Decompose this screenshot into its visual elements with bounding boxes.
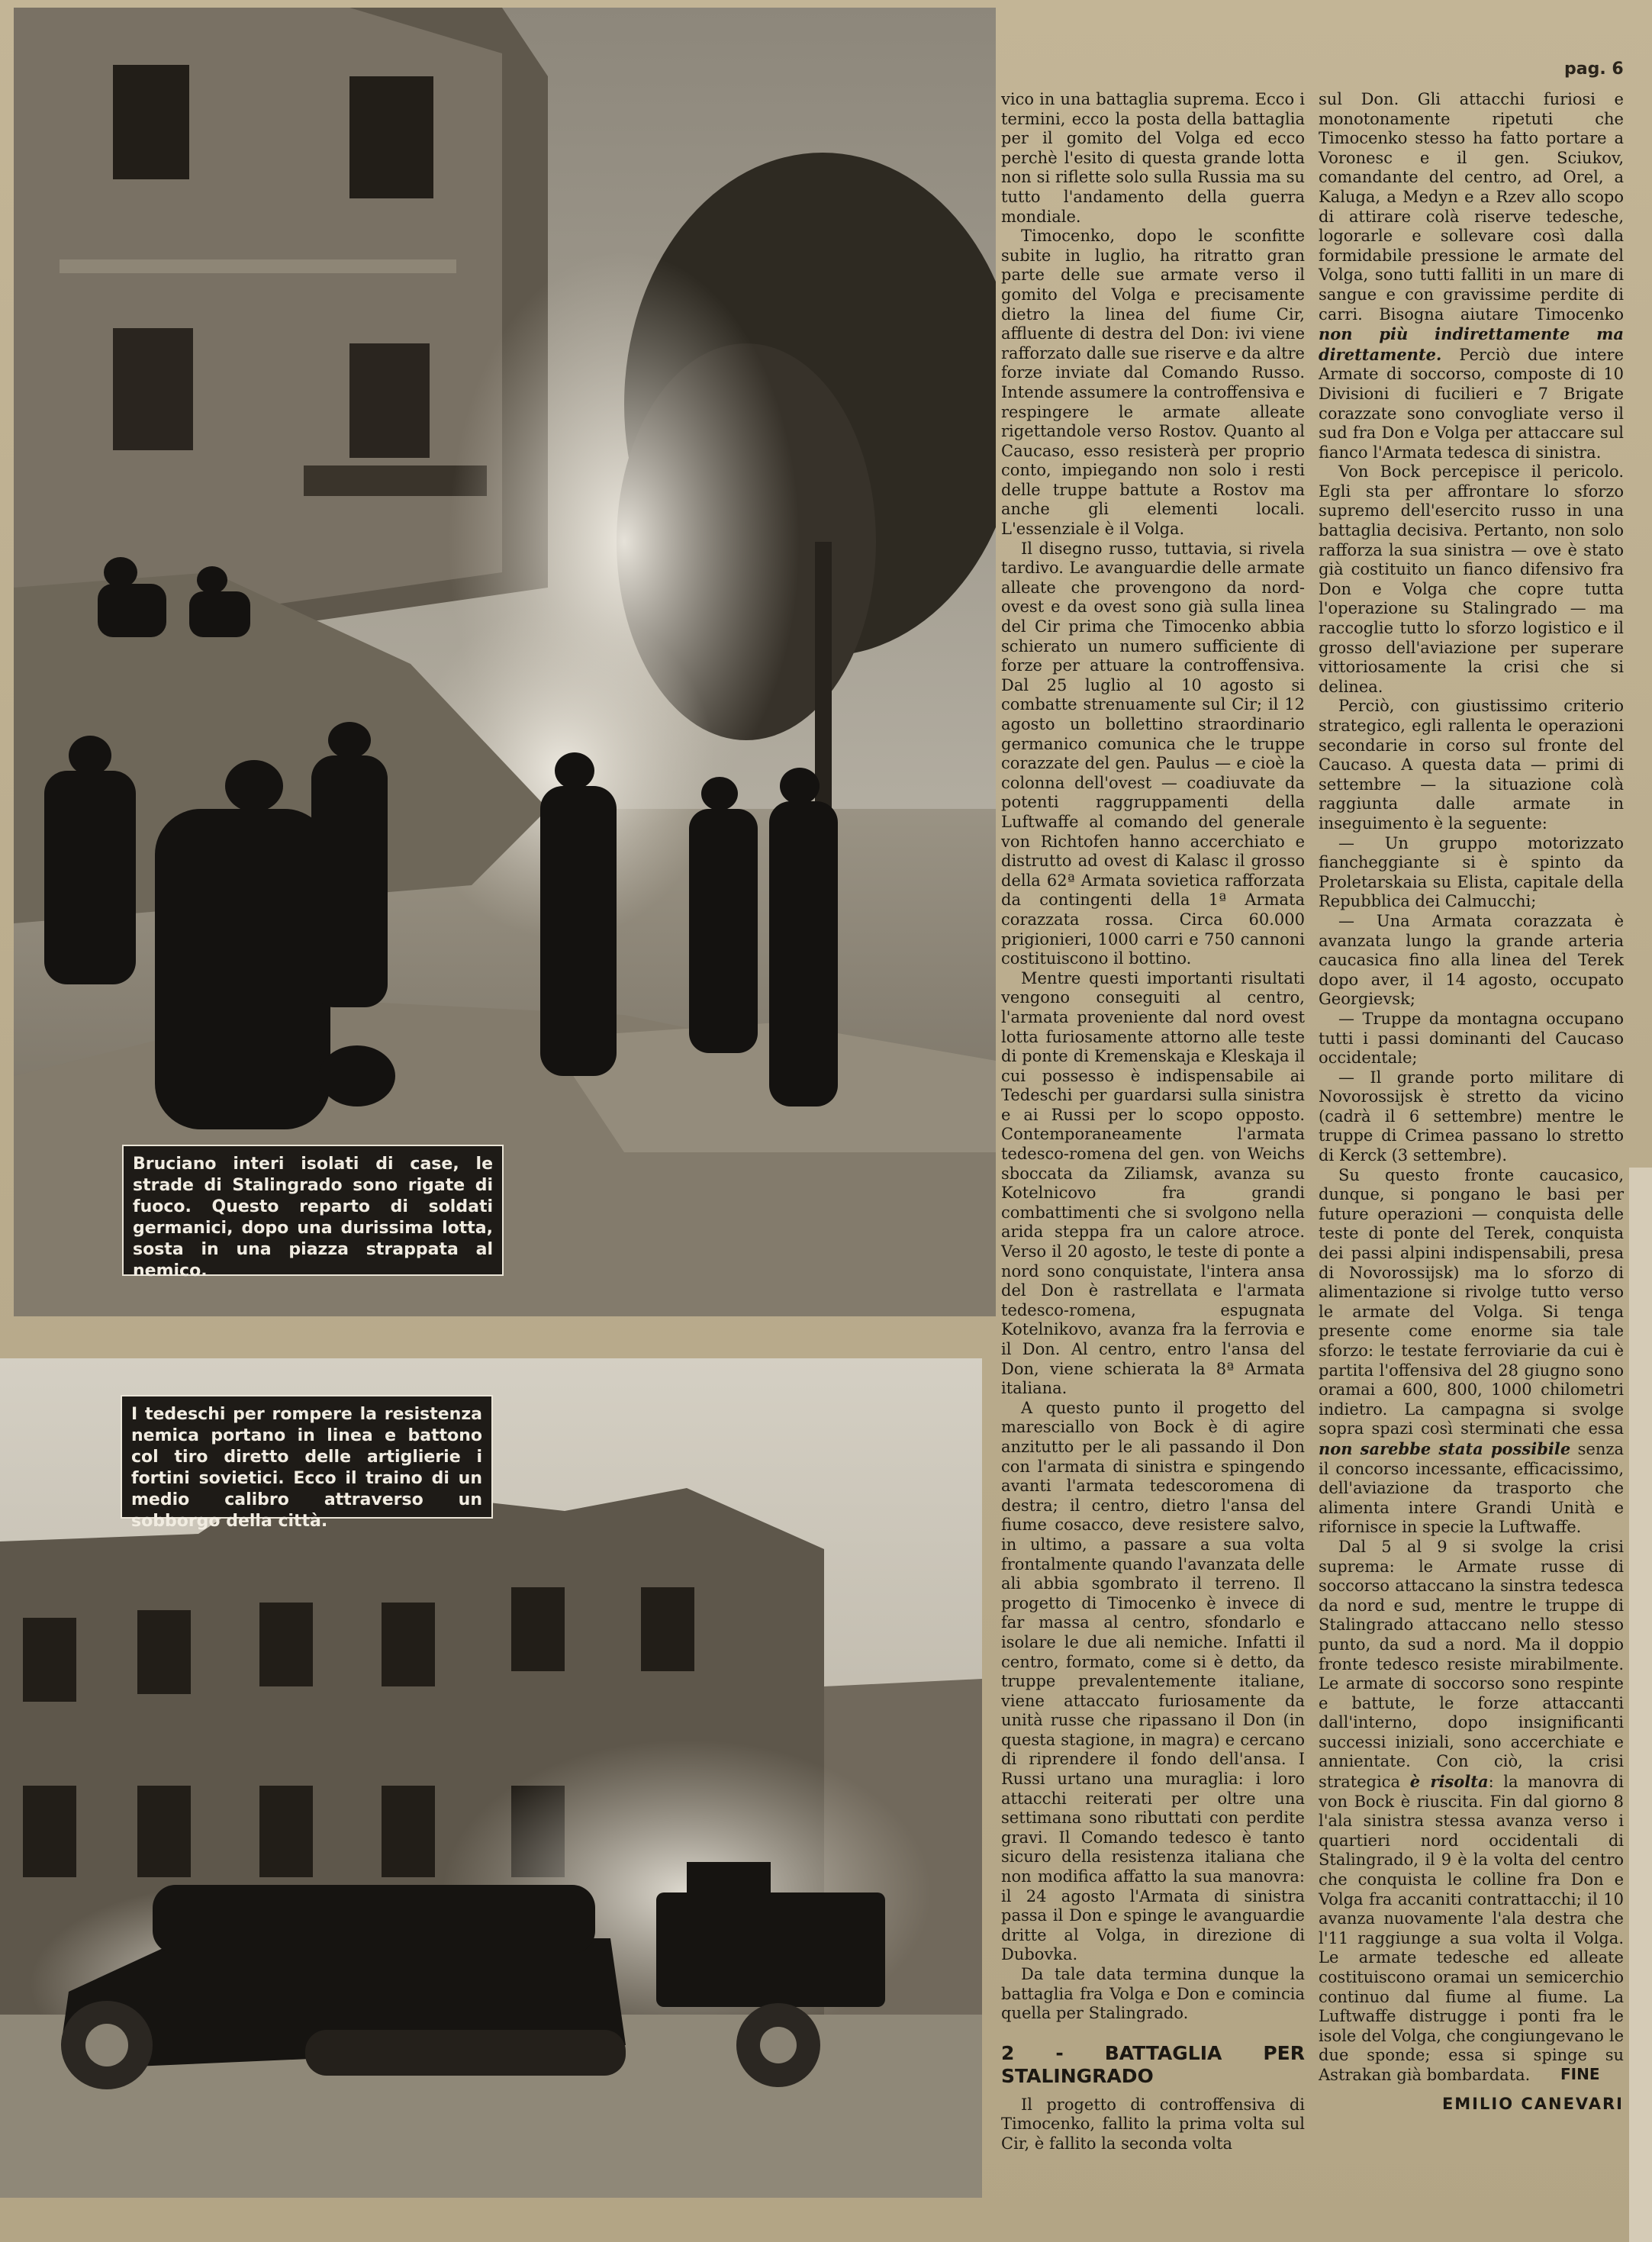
article-paragraph: Mentre questi importanti risultati vengono conseguiti al centro, l'armata proveniente dal nord ovest lotta furiosamente attorno alle teste di ponte di Kremenskaja e Kleskaja il cui possesso è indispensabile ai Tedeschi per guardarsi sulla sinistra e ai Russi per lo scopo opposto. Contemporaneamente l'armata tedesco-romena del gen. von Weichs sboccata da Ziliamsk, avanza su Kotelnicovo fra grandi combattimenti che si svolgono nella arida steppa fra un calore atroce. Verso il 20 agosto, le teste di ponte a nord sono conquistate, l'intera ansa del Don è rastrellata e l'armata tedesco-romena, espugnata Kotelnikovo, avanza fra la ferrovia e il Don. Al centro, entro l'ansa del Don, viene schierata la 8ª Armata italiana. bbox=[1001, 968, 1305, 1398]
article-paragraph: vico in una battaglia suprema. Ecco i termini, ecco la posta della battaglia per il gomito del Volga ed ecco perchè l'esito di questa grande lotta non si riflette solo sulla Russia ma su tutto l'andamento della guerra mondiale. bbox=[1001, 90, 1305, 226]
article-text: Perciò due intere Armate di soccorso, composte di 10 Divisioni di fucilieri e 7 Brigate corazzate sono convogliate verso il sud fra Don e Volga per attaccare sul fianco l'Armata tedesca di sinistra. bbox=[1319, 345, 1624, 462]
article-paragraph: Il disegno russo, tuttavia, si rivela tardivo. Le avanguardie delle armate alleate che provengono da nord-ovest e da ovest sono già sulla linea del Cir prima che Timocenko abbia schierato un numero sufficiente di forze per attuare la controffensiva. Dal 25 luglio al 10 agosto si combatte strenuamente sul Cir; il 12 agosto un bollettino straordinario germanico comunica che le truppe corazzate del gen. Paulus — e cioè la colonna dell'ovest — coadiuvate da potenti raggruppamenti della Luftwaffe al comando del generale von Richtofen hanno accerchiato e distrutto ad ovest di Kalasc il grosso della 62ª Armata sovietica rafforzata da contingenti della 1ª Armata corazzata rossa. Circa 60.000 prigionieri, 1000 carri e 750 cannoni costituiscono il bottino. bbox=[1001, 539, 1305, 968]
article-emphasis: è risolta bbox=[1409, 1772, 1489, 1792]
article-paragraph bbox=[1319, 90, 1624, 462]
photo-caption-1: Bruciano interi isolati di case, le strade di Stalingrado sono rigate di fuoco. Questo reparto di soldati germanici, dopo una durissima lotta, sosta in una piazza strappata al nemico. bbox=[122, 1145, 504, 1276]
article-paragraph: — Una Armata corazzata è avanzata lungo la grande arteria caucasica fino alla linea del Terek dopo aver, il 14 agosto, occupato Georgievsk; bbox=[1319, 911, 1624, 1009]
article-text: Su questo fronte caucasico, dunque, si pongano le basi per future operazioni — conquista delle teste di ponte del Terek, conquista dei passi alpini indispensabili, presa di Novorossijsk) ma lo sforzo di alimentazione si rivolge tutto verso le armate del Volga. Si tenga presente come enorme sia tale sforzo: le testate ferroviarie da cui è partita l'offensiva del 28 giugno sono oramai a 600, 800, 1000 chilometri indietro. La campagna si svolge sopra spazi così sterminati che essa bbox=[1319, 1165, 1624, 1438]
article-paragraph: Il progetto di controffensiva di Timocenko, fallito la prima volta sul Cir, è fallito la seconda volta bbox=[1001, 2095, 1305, 2153]
article-paragraph: Perciò, con giustissimo criterio strategico, egli rallenta le operazioni secondarie in corso sul fronte del Caucaso. A questa data — primi di settembre — la situazione colà raggiunta dalle armate in inseguimento è la seguente: bbox=[1319, 697, 1624, 833]
article-paragraph: — Un gruppo motorizzato fiancheggiante si è spinto da Proletarskaia su Elista, capitale della Repubblica dei Calmucchi; bbox=[1319, 833, 1624, 911]
end-mark: FINE bbox=[1560, 2065, 1600, 2083]
article-text: senza il concorso incessante, efficacissimo, dell'aviazione da trasporto che alimenta intere Grandi Unità e rifornisce in specie la Luftwaffe. bbox=[1319, 1439, 1624, 1537]
article-paragraph: Da tale data termina dunque la battaglia fra Volga e Don e comincia quella per Stalingrado. bbox=[1001, 1965, 1305, 2023]
photo-caption-2: I tedeschi per rompere la resistenza nemica portano in linea e battono col tiro diretto delle artiglierie i fortini sovietici. Ecco il traino di un medio calibro attraverso un sobborgo della città. bbox=[121, 1395, 493, 1519]
article-text: Dal 5 al 9 si svolge la crisi suprema: le Armate russe di soccorso attaccano la sinstra tedesca da nord e sud, mentre le truppe di Stalingrado attaccano nello stesso punto, da sud a nord. Ma il doppio fronte tedesco resiste mirabilmente. Le armate di soccorso sono respinte e battute, le forze attaccanti dall'interno, dopo insignificanti successi iniziali, sono accerchiate e annientate. Con ciò, la crisi strategica bbox=[1319, 1537, 1624, 1792]
article-text: sul Don. Gli attacchi furiosi e monotonamente ripetuti che Timocenko stesso ha fatto portare a Voronesc e il gen. Sciukov, comandante del centro, ad Orel, a Kaluga, a Medyn e a Rzev allo scopo di attirare colà riserve tedesche, logorarle e sollevare così dalla formidabile pressione le armate del Volga, sono tutti falliti in un mare di sangue e con gravissime perdite di carri. Bisogna aiutare Timocenko bbox=[1319, 90, 1624, 324]
page-edge-strip bbox=[1629, 1168, 1652, 2242]
author-signature: EMILIO CANEVARI bbox=[1441, 2094, 1624, 2113]
article-text: : la manovra di von Bock è riuscita. Fin dal giorno 8 l'ala sinistra stessa avanza verso i quartieri nord occidentali di Stalingrado, il 9 è la volta del centro che conquista le colline fra Don e Volga fra accaniti contrattacchi; il 10 avanza nuovamente l'ala destra che l'11 raggiunge a sua volta il Volga. Le armate tedesche ed alleate costituiscono oramai un semicerchio continuo dal fiume al fiume. La Luftwaffe distrugge i ponti fra le isole del Volga, che congiungevano le due sponde; essa si spinge su Astrakan già bombardata. bbox=[1319, 1773, 1624, 2084]
article-paragraph: — Il grande porto militare di Novorossijsk è stretto da vicino (cadrà il 6 settembre) mentre le truppe di Crimea passano lo stretto di Kerck (3 settembre). bbox=[1319, 1068, 1624, 1165]
article-emphasis: non più indirettamente ma direttamente. bbox=[1319, 324, 1624, 364]
article-paragraph bbox=[1319, 1166, 1624, 1538]
article-column-2 bbox=[1319, 90, 1624, 2114]
article-paragraph: Von Bock percepisce il pericolo. Egli sta per affrontare lo sforzo supremo dell'esercito russo in una battaglia decisiva. Pertanto, non solo rafforza la sua sinistra — ove è stato già costituito un fianco difensivo fra Don e Volga che copre tutta l'operazione su Stalingrado — ma raccoglie tutto lo sforzo logistico e il grosso dell'aviazione per superare vittoriosamente la crisi che si delinea. bbox=[1319, 462, 1624, 696]
photo-burning-street-image bbox=[14, 8, 996, 1316]
article-paragraph: — Truppe da montagna occupano tutti i passi dominanti del Caucaso occidentale; bbox=[1319, 1009, 1624, 1068]
article-column-1 bbox=[1001, 90, 1305, 2154]
article-paragraph bbox=[1319, 1538, 1624, 2086]
photo-burning-street bbox=[14, 8, 996, 1316]
article-paragraph: A questo punto il progetto del maresciallo von Bock è di agire anzitutto per le ali passando il Don con l'armata di sinistra e spingendo avanti l'armata tedescoromena di destra; il centro, dietro l'ansa del fiume cosacco, deve resistere salvo, in ultimo, a passare a sua volta frontalmente quando l'avanzata delle ali abbia sgombrato il terreno. Il progetto di Timocenko è invece di far massa al centro, sfondarlo e isolare le due ali nemiche. Infatti il centro, formato, come si è detto, da truppe prevalentemente italiane, viene attaccato furiosamente da unità russe che ripassano il Don (in questa stagione, in magra) e cercano di riprendere il fondo dell'ansa. I Russi urtano una muraglia: i loro attacchi reiterati per oltre una settimana sono ributtati con perdite gravi. Il Comando tedesco è tanto sicuro della resistenza italiana che non modifica affatto la sua manovra: il 24 agosto l'Armata di sinistra passa il Don e spinge le avanguardie dritte al Volga, in direzione di Dubovka. bbox=[1001, 1398, 1305, 1964]
photo-artillery-tow bbox=[0, 1358, 982, 2198]
article-emphasis: non sarebbe stata possibile bbox=[1319, 1438, 1571, 1458]
section-heading: 2 - BATTAGLIA PER STALINGRADO bbox=[1001, 2041, 1305, 2087]
article-paragraph: Timocenko, dopo le sconfitte subite in luglio, ha ritratto gran parte delle sue armate verso il gomito del Volga e precisamente dietro la linea del fiume Cir, affluente di destra del Don: ivi viene rafforzato dalle sue riserve e da altre forze inviate dal Comando Russo. Intende assumere la controffensiva e respingere le armate alleate rigettandole verso Rostov. Quanto al Caucaso, esso resisterà per proprio conto, impiegando non solo i resti delle truppe battute a Rostov ma anche gli elementi locali. L'essenziale è il Volga. bbox=[1001, 227, 1305, 539]
page-number: pag. 6 bbox=[1564, 60, 1624, 79]
